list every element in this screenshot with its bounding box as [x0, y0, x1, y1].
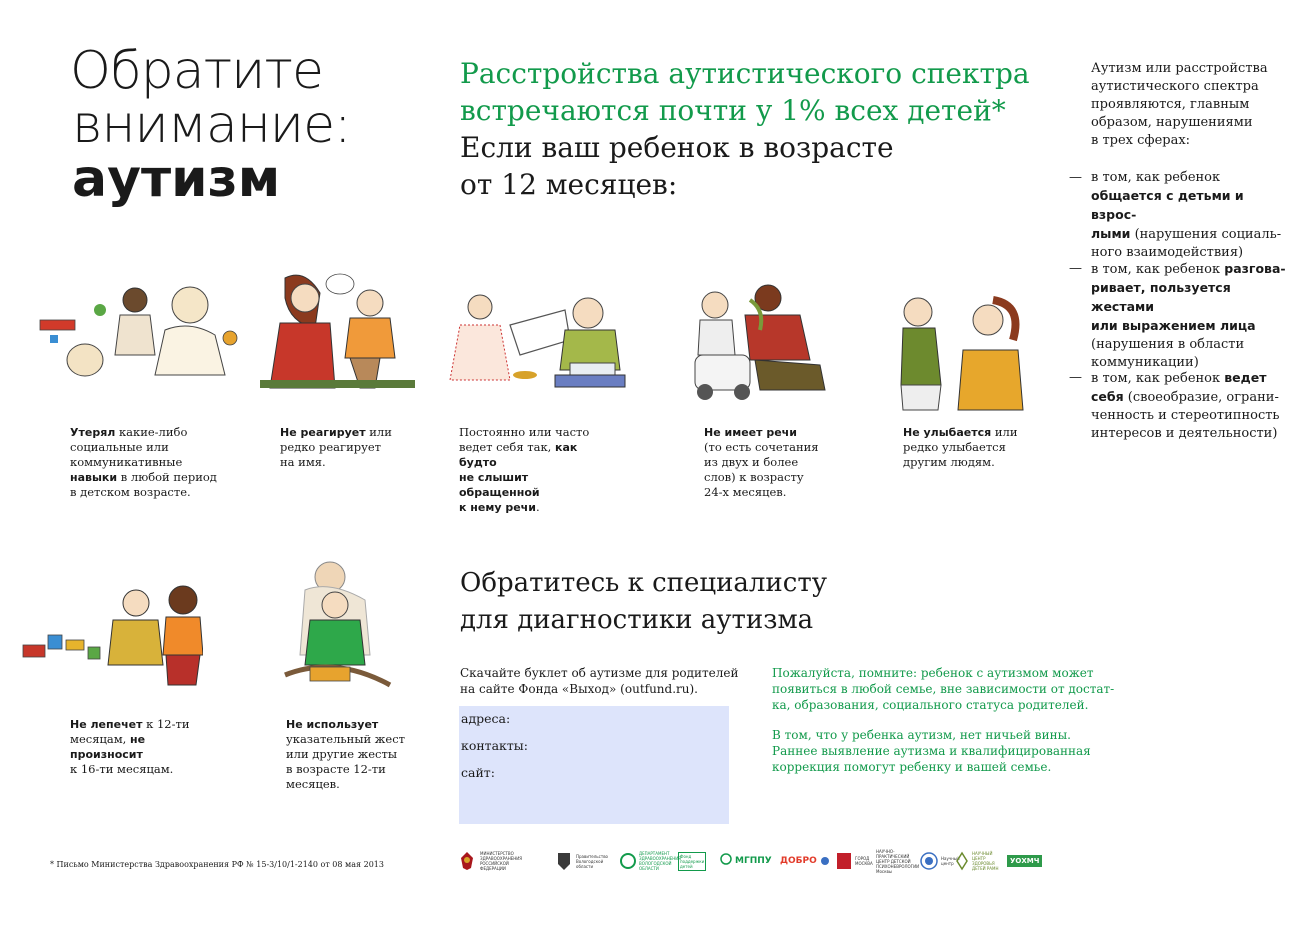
logo-mgppu: МГППУ [720, 850, 772, 872]
ramn-icon [955, 851, 969, 871]
title-line-3: аутизм [72, 149, 281, 209]
logo-foundation: Фонд поддержки детей [680, 853, 705, 869]
text: ченность и стереотипность [1091, 408, 1280, 423]
logo-npc: НАУЧНО-ПРАКТИЧЕСКИЙ ЦЕНТР ДЕТСКОЙ ПСИХОНЕВРОЛОГИИ Москвы [876, 848, 920, 874]
intro-green-1: Расстройства аутистического спектра [460, 57, 1030, 90]
logo-dobro: ДОБРО [780, 850, 830, 872]
coat-of-arms-icon [555, 850, 573, 872]
intro-black-1: Если ваш ребенок в возрасте [460, 131, 894, 164]
intro-green-2: встречаются почти у 1% всех детей* [460, 94, 1006, 127]
text: в том, как ребенок [1091, 371, 1225, 386]
text: в том, как ребенок [1091, 262, 1225, 277]
title-line-1: Обратите [70, 41, 323, 101]
sign-no-response-to-name: Не реагирует или редко реагирует на имя. [280, 425, 392, 469]
logo-health-department: ДЕПАРТАМЕНТ ЗДРАВООХРАНЕНИЯ ВОЛОГОДСКОЙ ОБЛАСТИ [620, 850, 683, 872]
dash-icon: — [1069, 370, 1082, 385]
text-bold: лыми [1091, 226, 1131, 241]
science-center-icon [920, 852, 938, 870]
text-bold: ривает, пользуется жестами [1091, 280, 1231, 314]
text: в том, как ребенок [1091, 170, 1221, 185]
illustration-child-with-tablet [440, 285, 635, 395]
sign-no-speech: Не имеет речи (то есть сочетания из двух и более слов) к возрасту 24-х месяцев. [704, 426, 819, 499]
logo-ministry: МИНИСТЕРСТВО ЗДРАВООХРАНЕНИЯ РОССИЙСКОЙ ФЕДЕРАЦИИ [457, 850, 528, 872]
reminder-paragraph-2: В том, что у ребенка аутизм, нет ничьей вины. Раннее выявление аутизма и квалифицированная коррекция помогут ребенку и вашей семье. [772, 728, 1091, 774]
title-line-2: внимание: [72, 95, 351, 155]
sidebar-item-communication [1069, 260, 1286, 372]
dash-icon: — [1069, 261, 1082, 276]
site-label: сайт: [461, 765, 495, 780]
text: (своеобразие, ограни- [1123, 390, 1279, 405]
contacts-box[interactable] [459, 706, 729, 824]
logo-uokhmch: УОХМЧ [1007, 850, 1042, 872]
sign-no-pointing: Не использует указательный жест или другие жесты в возрасте 12-ти месяцев. [286, 718, 405, 791]
text-bold: или выражением лица [1091, 318, 1256, 333]
text: (нарушения в области [1091, 337, 1245, 352]
specialist-line-1: Обратитесь к специалисту [460, 568, 828, 598]
booklet-text: Скачайте буклет об аутизме для родителей на сайте Фонда «Выход» (outfund.ru). [460, 666, 739, 696]
illustration-mother-calls-child [260, 268, 415, 393]
sign-no-smile: Не улыбается или редко улыбается другим людям. [903, 425, 1018, 469]
dash-icon: — [1069, 170, 1082, 185]
dobro-icon [820, 856, 830, 866]
ministry-eagle-icon [457, 850, 477, 872]
illustration-child-on-toy-car [690, 280, 835, 405]
text: коммуникации) [1091, 355, 1199, 370]
illustration-child-with-toys [30, 280, 245, 385]
text: ного взаимодействия) [1091, 245, 1244, 260]
address-label: адреса: [461, 711, 511, 726]
sidebar-intro-line: в трех сферах: [1091, 133, 1191, 148]
illustration-mother-with-child-train [270, 555, 400, 710]
illustration-father-and-child [18, 575, 203, 705]
sidebar-intro-line: аутистического спектра [1091, 79, 1259, 94]
sidebar-intro-line: образом, нарушениями [1091, 115, 1253, 130]
logo-science-center: Научный центр [920, 850, 959, 872]
contacts-label: контакты: [461, 738, 528, 753]
intro-black-2: от 12 месяцев: [460, 168, 678, 201]
text-bold: разгова- [1224, 261, 1286, 276]
illustration-mother-smiling [893, 290, 1028, 415]
sidebar-intro-line: Аутизм или расстройства [1091, 61, 1268, 76]
logo-ramn: НАУЧНЫЙ ЦЕНТР ЗДОРОВЬЯ ДЕТЕЙ РАМН [955, 850, 1006, 872]
logo-moscow: ГОРОД МОСКВА [836, 850, 877, 872]
sidebar-intro [1091, 60, 1286, 150]
specialist-line-2: для диагностики аутизма [460, 605, 814, 635]
sign-lost-skills: Утерял какие-либо социальные или коммуникативные навыки в любой период в детском возрасте. [70, 425, 217, 499]
sign-no-babbling: Не лепечет к 12-ти месяцам, не произносит к 16-ти месяцам. [70, 717, 190, 776]
logo-government: Правительство Вологодской области [555, 850, 612, 872]
text-bold: себя [1091, 389, 1124, 404]
moscow-coat-of-arms-icon [836, 852, 852, 870]
mgppu-icon [720, 853, 732, 869]
text: интересов и деятельности) [1091, 426, 1278, 441]
footnote: * Письмо Министерства Здравоохранения РФ № 15-3/10/1-2140 от 08 мая 2013 [50, 860, 384, 869]
sidebar-item-social [1069, 169, 1286, 262]
reminder-paragraph-1: Пожалуйста, помните: ребенок с аутизмом может появиться в любой семье, вне зависимости от достат- ка, образования, социального статуса родителей. [772, 666, 1115, 712]
text-bold: общается с детьми и взрос- [1091, 188, 1244, 222]
sign-seems-not-to-hear: Постоянно или часто ведет себя так, как будто не слышит обращенной к нему речи. [459, 425, 590, 514]
sidebar-intro-line: проявляются, главным [1091, 97, 1250, 112]
sidebar-item-behavior [1069, 369, 1286, 443]
text-bold: ведет [1224, 370, 1267, 385]
text: (нарушения социаль- [1130, 227, 1282, 242]
health-department-icon [620, 853, 636, 869]
